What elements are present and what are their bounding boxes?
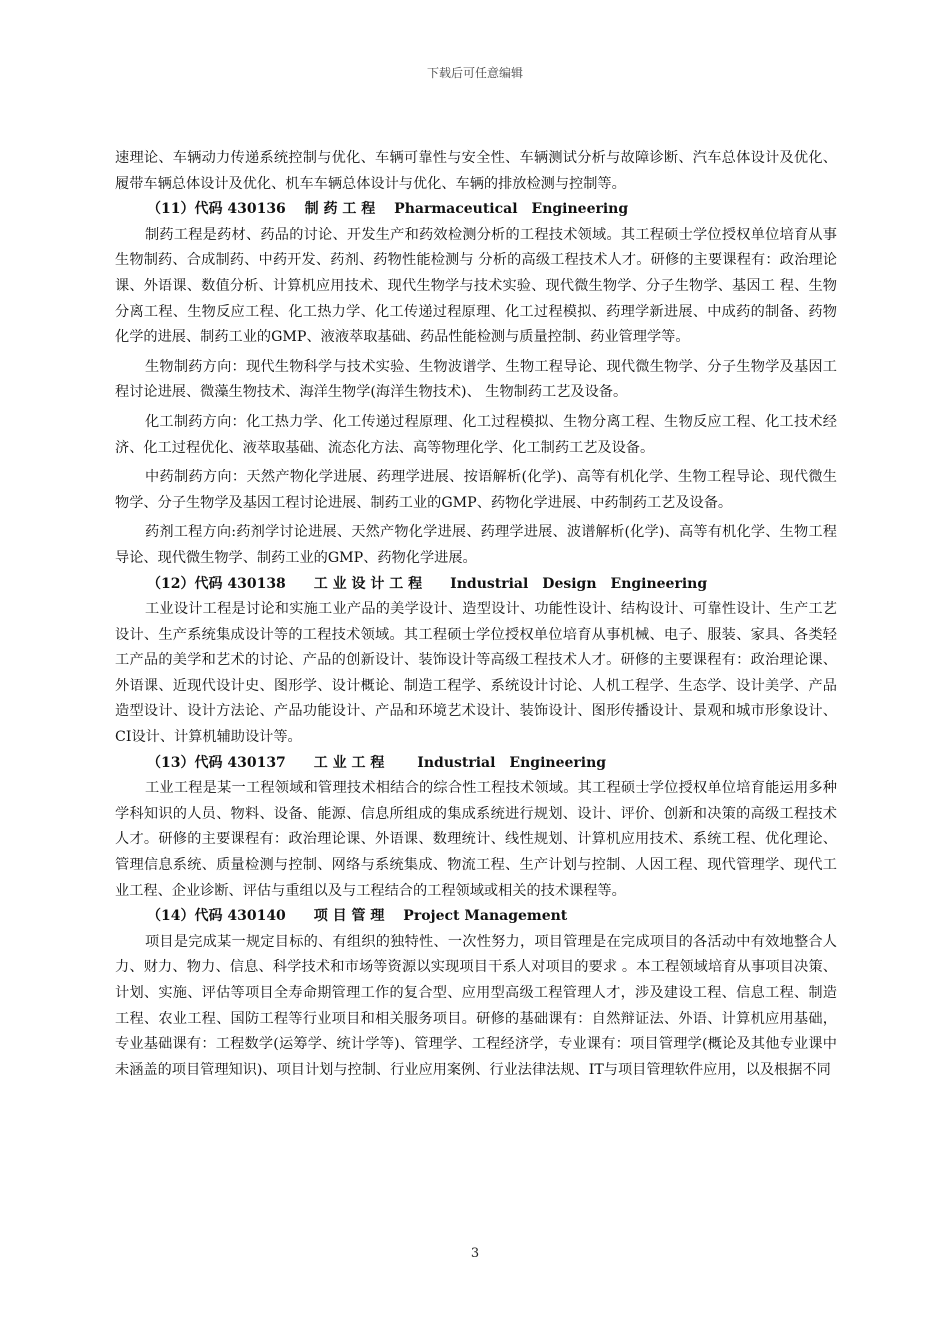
- paragraph: 工业工程是某一工程领域和管理技术相结合的综合性工程技术领域。其工程硕士学位授权单位培育能运用多种学科知识的人员、物料、设备、能源、信息所组成的集成系统进行规划、设计、评价、创新和决策的高级工程技术人才。研修的主要课程有：政治理论课、外语课、数理统计、线性规划、计算机应用技术、系统工程、优化理论、管理信息系统、质量检测与控制、网络与系统集成、物流工程、生产计划与控制、人因工程、现代管理学、现代工业工程、企业诊断、评估与重组以及与工程结合的工程领域或相关的技术课程等。: [115, 780, 837, 899]
- document-body: [115, 146, 837, 1083]
- paragraph: 药剂工程方向:药剂学讨论进展、天然产物化学进展、药理学进展、波谱解析(化学)、高等有机化学、生物工程导论、现代微生物学、制药工业的GMP、药物化学进展。: [115, 524, 837, 566]
- section-heading-12: （12）代码 430138 工 业 设 计 工 程 Industrial Design Engineering: [147, 575, 708, 592]
- paragraph: 化工制药方向：化工热力学、化工传递过程原理、化工过程模拟、生物分离工程、生物反应工程、化工技术经济、化工过程优化、液萃取基础、流态化方法、高等物理化学、化工制药工艺及设备。: [115, 413, 837, 456]
- paragraph: 生物制药方向：现代生物科学与技术实验、生物波谱学、生物工程导论、现代微生物学、分子生物学及基因工程讨论进展、微藻生物技术、海洋生物学(海洋生物技术)、 生物制药工艺及设备。: [115, 358, 837, 401]
- paragraph: 速理论、车辆动力传递系统控制与优化、车辆可靠性与安全性、车辆测试分析与故障诊断、汽车总体设计及优化、履带车辆总体设计及优化、机车车辆总体设计与优化、车辆的排放检测与控制等。: [115, 150, 837, 192]
- paragraph: 制药工程是药材、药品的讨论、开发生产和药效检测分析的工程技术领域。其工程硕士学位授权单位培育从事生物制药、合成制药、中药开发、药剂、药物性能检测与 分析的高级工程技术人才。研修的主要课程有：政治理论课、外语课、数值分析、计算机应用技术、现代生物学与技术实验、现代微生物学、分子生物学、基因工 程、生物分离工程、生物反应工程、化工热力学、化工传递过程原理、化工过程模拟、药理学新进展、中成药的制备、药物化学的进展、制药工业的GMP、液液萃取基础、药品性能检测与质量控制、药业管理学等。: [115, 226, 837, 346]
- paragraph: 工业设计工程是讨论和实施工业产品的美学设计、造型设计、功能性设计、结构设计、可靠性设计、生产工艺设计、生产系统集成设计等的工程技术领域。其工程硕士学位授权单位培育从事机械、电子、服装、家具、各类轻工产品的美学和艺术的讨论、产品的创新设计、装饰设计等高级工程技术人才。研修的主要课程有：政治理论课、外语课、近现代设计史、图形学、设计概论、制造工程学、系统设计讨论、人机工程学、生态学、设计美学、产品造型设计、设计方法论、产品功能设计、产品和环境艺术设计、装饰设计、图形传播设计、景观和城市形象设计、CI设计、计算机辅助设计等。: [115, 601, 837, 746]
- section-heading-13: （13）代码 430137 工 业 工 程 Industrial Engineering: [147, 754, 607, 771]
- paragraph: 项目是完成某一规定目标的、有组织的独特性、一次性努力，项目管理是在完成项目的各活动中有效地整合人力、财力、物力、信息、科学技术和市场等资源以实现项目干系人对项目的要求 。本工程领域培育从事项目决策、计划、实施、评估等项目全寿命期管理工作的复合型、应用型高级工程管理人才，涉及建设工程、信息工程、制造工程、农业工程、国防工程等行业项目和相关服务项目。研修的基础课有：自然辩证法、外语、计算机应用基础，专业基础课有：工程数学(运筹学、统计学等)、管理学、工程经济学，专业课有：项目管理学(概论及其他专业课中未涵盖的项目管理知识)、项目计划与控制、行业应用案例、行业法律法规、IT与项目管理软件应用，以及根据不同: [115, 933, 837, 1078]
- section-heading-14: （14）代码 430140 项 目 管 理 Project Management: [147, 908, 568, 925]
- page-header: 下载后可任意编辑: [426, 66, 523, 80]
- section-heading-11: （11）代码 430136 制 药 工 程 Pharmaceutical Engineering: [147, 201, 629, 218]
- page-number: 3: [470, 1246, 480, 1261]
- paragraph: 中药制药方向：天然产物化学进展、药理学进展、按语解析(化学)、高等有机化学、生物工程导论、现代微生物学、分子生物学及基因工程讨论进展、制药工业的GMP、药物化学进展、中药制药工艺及设备。: [115, 469, 837, 511]
